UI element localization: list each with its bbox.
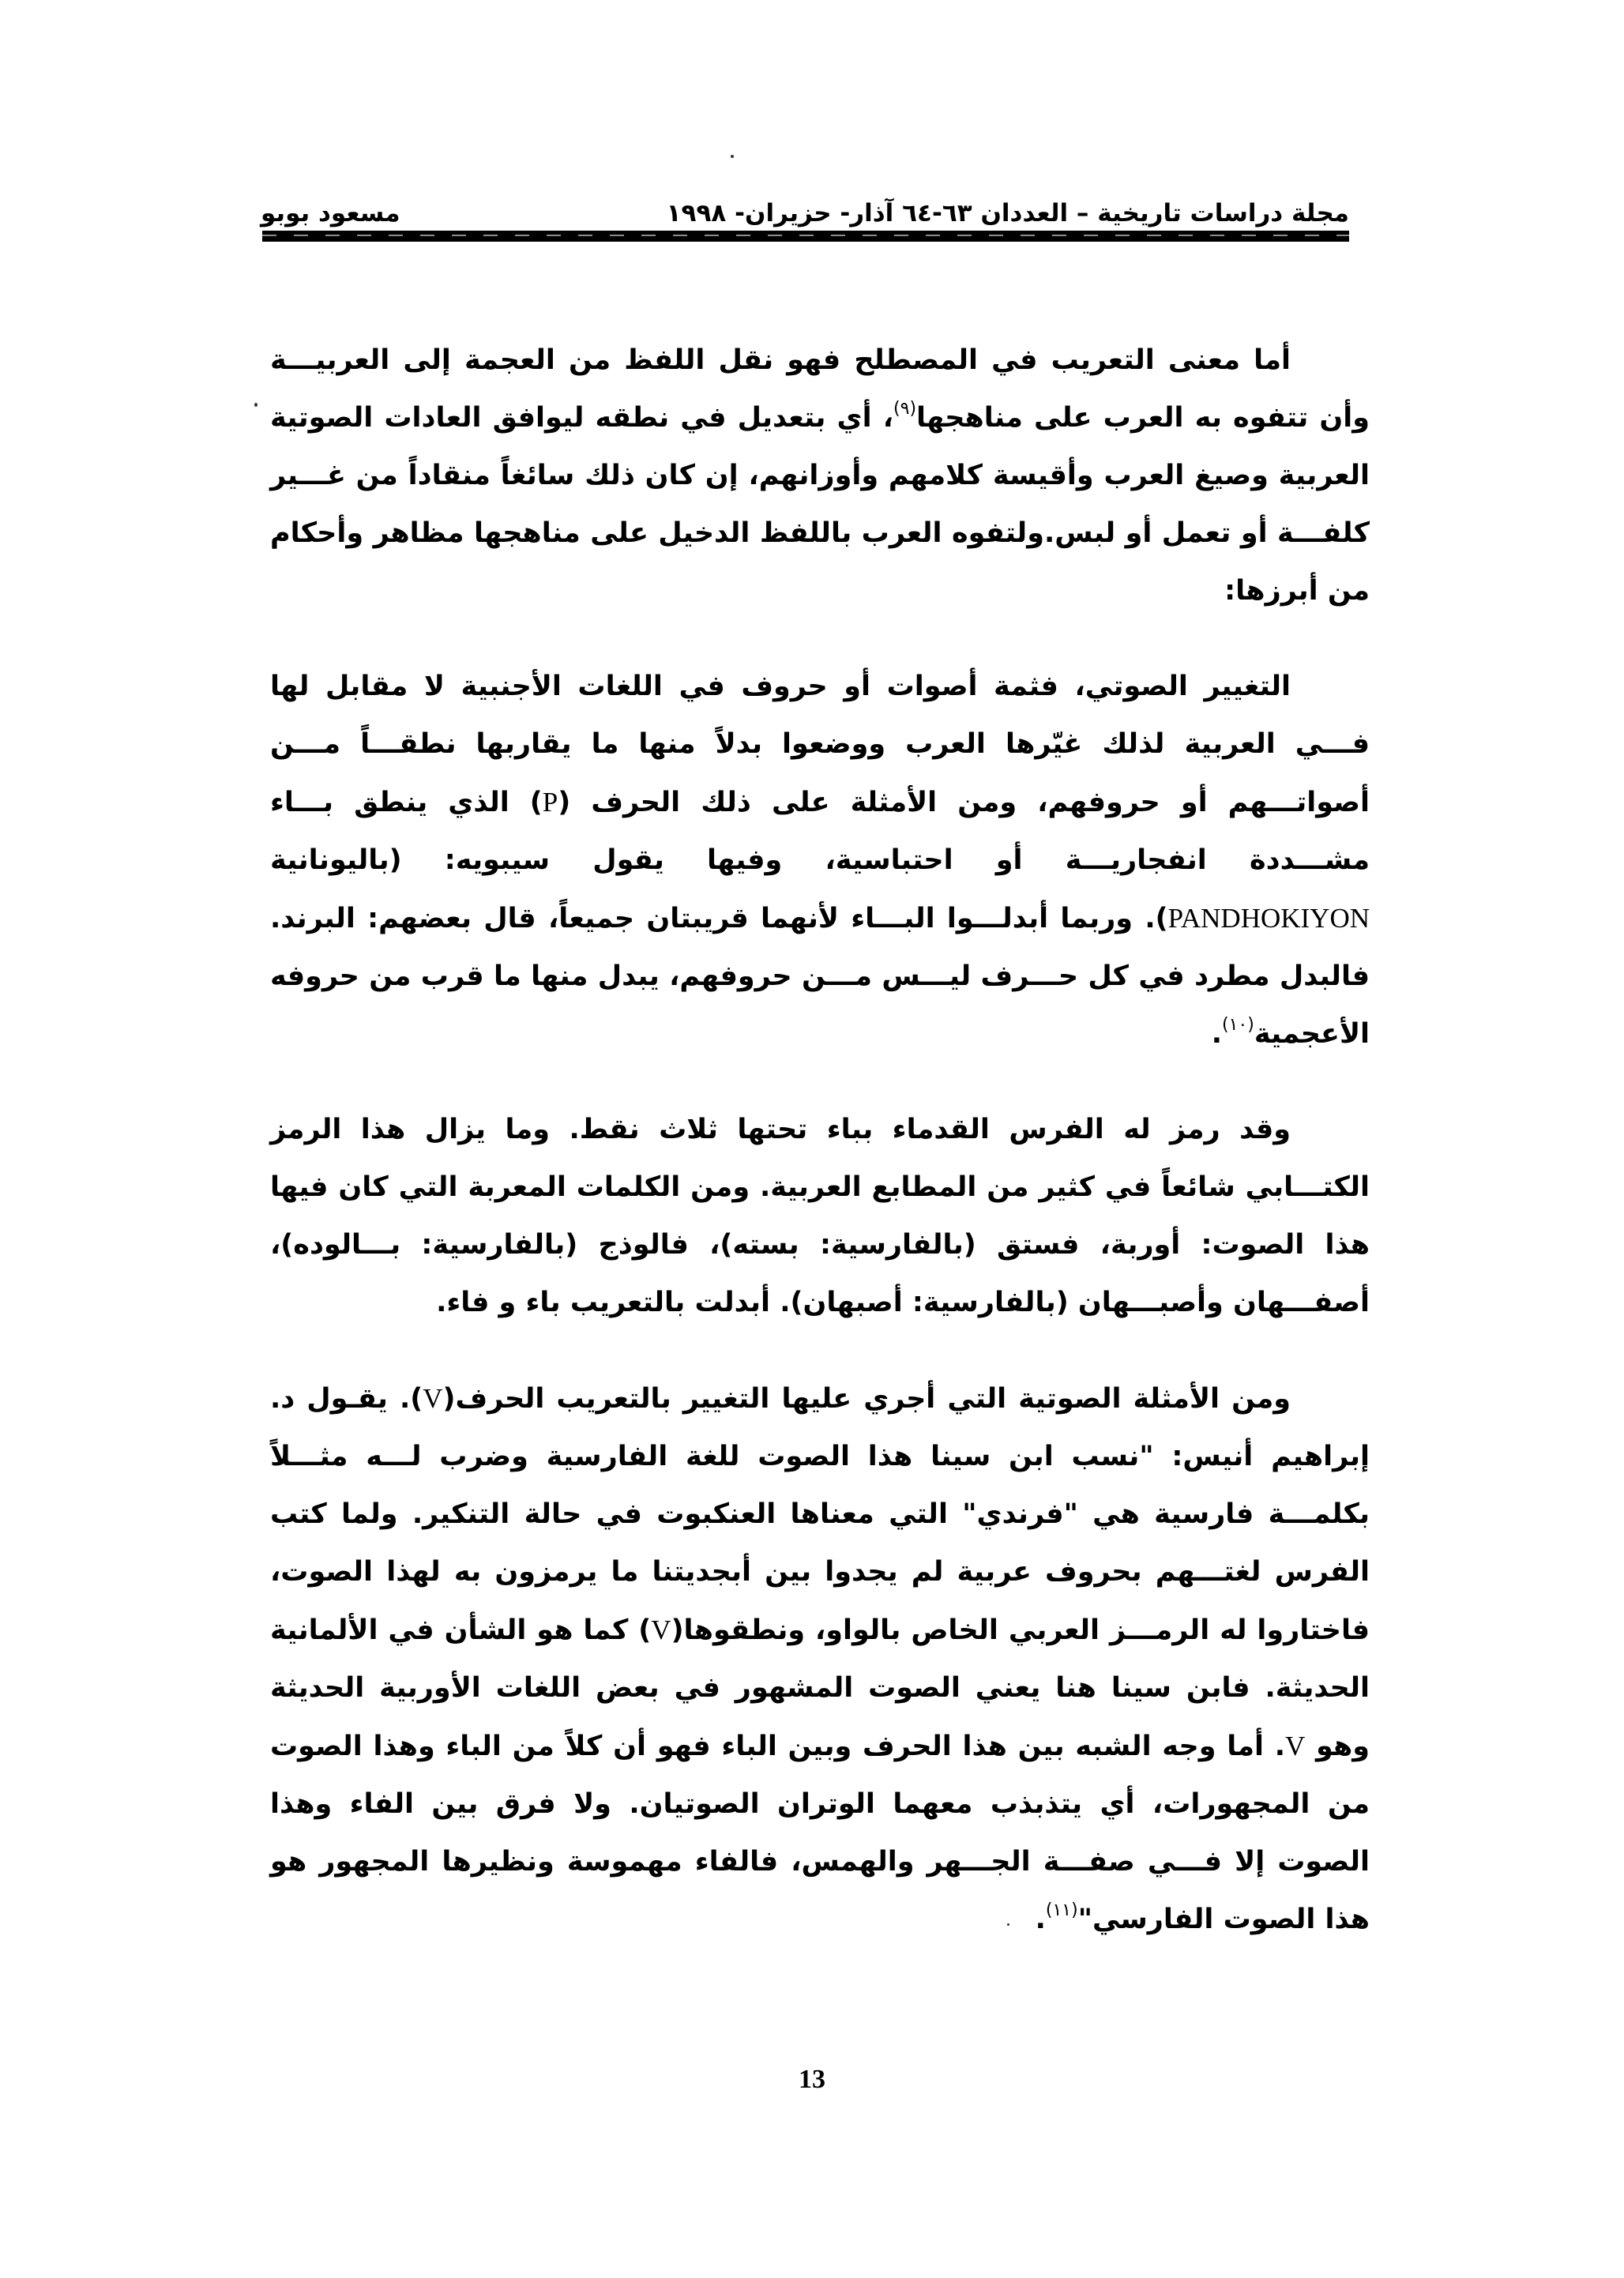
paragraph-text: . أما وجه الشبه بين هذا الحرف وبين الباء فهو أن كلاً من الباء وهذا الصوت من المجهورات، أي يتذبذب معهما الوتران الصوتيان. ولا فرق بين الفاء وهذا الصوت إلا فـــي صفـــة الجـــهر والهمس، فالفاء مهموسة ونظيرها المجهور هو هذا الصوت الفارسي" <box>270 1731 1370 1935</box>
paragraph-text: ، أي بتعديل في نطقه ليوافق العادات الصوتية العربية وصيغ العرب وأقيسة كلامهم وأوزانهم، إن كان ذلك سائغاً منقاداً من غـــير كلفـــة أو تعمل أو لبس.ولتفوه العرب باللفظ الدخيل على مناهجها مظاهر وأحكام من أبرزها: <box>270 402 1370 607</box>
paragraph-text: أما معنى التعريب في المصطلح فهو نقل اللفظ من العجمة إلى العربيـــة وأن تتفوه به العرب على مناهجها <box>270 344 1370 434</box>
footnote-ref-9: (٩) <box>893 399 917 419</box>
latin-letter-p: P <box>542 787 558 818</box>
scan-speck <box>731 155 734 158</box>
paragraph-text: ومن الأمثلة الصوتية التي أجري عليها التغيير بالتعريب الحرف( <box>442 1383 1291 1415</box>
footnote-ref-11: (١١) <box>1045 1900 1078 1920</box>
paragraph-text: ) كما هو الشأن في الألمانية الحديثة. فابن سينا هنا يعني الصوت المشهور في بعض اللغات الأوربية الحديثة وهو <box>270 1615 1370 1762</box>
latin-letter-v: V <box>651 1615 671 1645</box>
article-body <box>270 332 1370 1987</box>
latin-word-pandhokiyon: PANDHOKIYON <box>1167 903 1370 934</box>
paragraph-text: ). وربما أبدلـــوا البـــاء لأنهما قريبتان جميعاً، قال بعضهم: البرند. فالبدل مطرد في كل حـــرف ليـــس مـــن حروفهم، يبدل منها ما قرب من حروفه الأعجمية <box>270 903 1370 1050</box>
paragraph-text: ). يقـول د. إبراهيم أنيس: "نسب ابن سينا هذا الصوت للغة الفارسية وضرب لـــه مثـــلاً بكلمـــة فارسية هي "فرندي" التي معناها العنكبوت في حالة التنكير. ولما كتب الفرس لغتـــهم بحروف عربية لم يجدوا بين أبجديتنا ما يرمزون به لهذا الصوت، فاختاروا له الرمـــز العربي الخاص بالواو، ونطقوها( <box>270 1383 1370 1646</box>
paragraph-end: . <box>1035 1904 1046 1935</box>
author-name: مسعود بوبو <box>261 199 400 227</box>
scan-speck <box>1007 1923 1009 1926</box>
footnote-ref-10: (١٠) <box>1222 1015 1254 1035</box>
paragraph-end: . <box>1211 1018 1222 1050</box>
header-rule-divider <box>262 231 1349 242</box>
latin-letter-v: V <box>423 1383 443 1414</box>
paragraph-1 <box>270 332 1370 620</box>
paragraph-3 <box>270 1101 1370 1332</box>
paragraph-4 <box>270 1370 1370 1949</box>
journal-title: مجلة دراسات تاريخية – العددان ٦٣-٦٤ آذار- حزيران- ١٩٩٨ <box>666 199 1349 227</box>
paragraph-text: التغيير الصوتي، فثمة أصوات أو حروف في اللغات الأجنبية لا مقابل لها فـــي العربية لذلك غيّرها العرب ووضعوا بدلاً منها ما يقاربها نطقـــاً مـــن أصواتـــهم أو حروفهم، ومن الأمثلة على ذلك الحرف ( <box>270 671 1370 818</box>
paragraph-text: وقد رمز له الفرس القدماء بباء تحتها ثلاث نقط. وما يزال هذا الرمز الكتـــابي شائعاً في كثير من المطابع العربية. ومن الكلمات المعربة التي كان فيها هذا الصوت: أوربة، فستق (بالفارسية: بسته)، فالوذج (بالفارسية: بـــالوده)، أصفـــهان وأصبـــهان (بالفارسية: أصبهان). أبدلت بالتعريب باء و فاء. <box>270 1114 1370 1318</box>
latin-letter-v: V <box>1285 1731 1306 1761</box>
paragraph-2 <box>270 658 1370 1063</box>
page-number: 13 <box>799 2065 825 2094</box>
scan-speck <box>254 403 258 407</box>
paragraph-text: ) الذي ينطق بـــاء مشـــددة انفجاريـــة أو احتباسية، وفيها يقول سيبويه: (باليونانية <box>270 787 1370 876</box>
running-header <box>261 197 1349 229</box>
